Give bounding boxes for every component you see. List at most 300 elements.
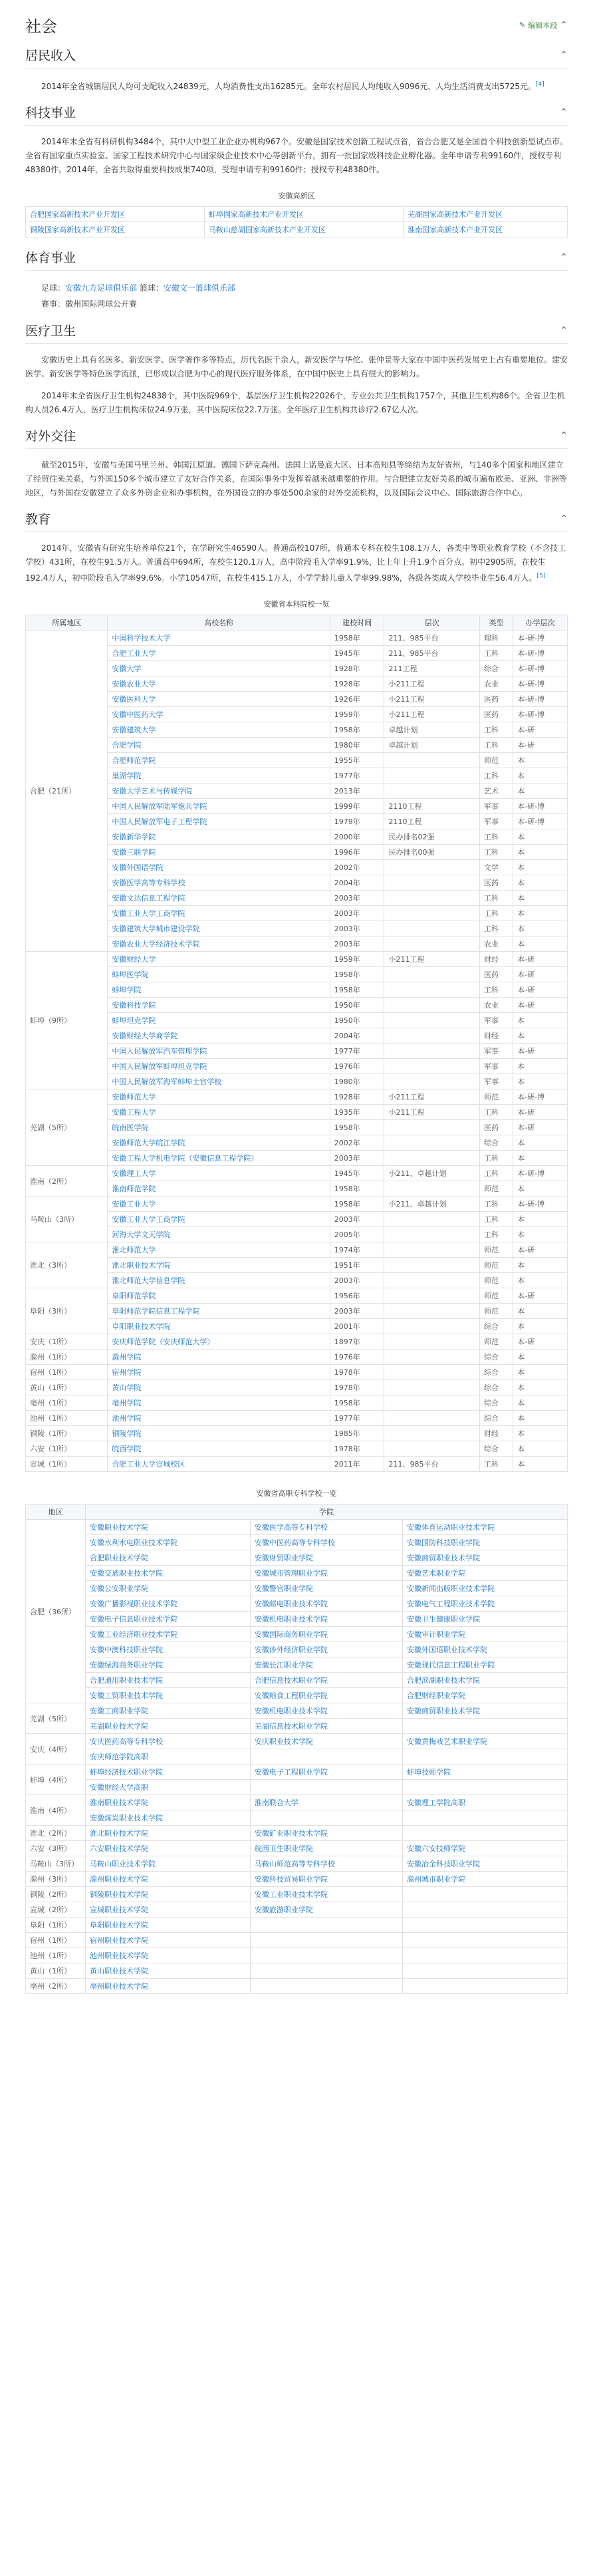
university-link[interactable]: 安徽理工大学 [108, 1166, 330, 1181]
degree-cell: 本 [513, 1350, 568, 1365]
college-link[interactable]: 淮南联合大学 [250, 1795, 402, 1810]
column-header: 类型 [479, 615, 513, 631]
university-link[interactable]: 安徽科技学院 [108, 998, 330, 1013]
region-cell: 宣城（2所） [26, 1902, 86, 1918]
college-link[interactable]: 合肥财经职业学院 [403, 1688, 568, 1703]
level-cell [384, 1426, 479, 1441]
table-row [26, 1856, 568, 1872]
vocational-table [25, 1483, 568, 1994]
table-row [26, 1734, 568, 1749]
level-cell [384, 967, 479, 982]
degree-cell: 本-研-博 [513, 1197, 568, 1212]
college-link[interactable]: 安徽绿海商务职业学院 [86, 1657, 251, 1673]
degree-cell: 本-研 [513, 1120, 568, 1135]
type-cell: 军事 [479, 799, 513, 814]
table-row [26, 1719, 568, 1734]
zone-link[interactable]: 蚌埠国家高新技术产业开发区 [204, 207, 403, 222]
college-link[interactable]: 芜湖职业技术学院 [86, 1719, 251, 1734]
zone-link[interactable]: 铜陵国家高新技术产业开发区 [26, 222, 205, 237]
column-header: 所属地区 [26, 615, 108, 631]
column-header: 学院 [86, 1504, 568, 1520]
college-link[interactable]: 安徽长江职业学院 [250, 1657, 402, 1673]
college-link[interactable]: 安徽外国语职业技术学院 [403, 1642, 568, 1657]
founded-cell: 2004年 [330, 1028, 384, 1044]
college-link[interactable]: 安徽工业经济职业技术学院 [86, 1627, 251, 1642]
university-link[interactable]: 合肥工业大学 [108, 646, 330, 661]
degree-cell: 本 [513, 875, 568, 891]
founded-cell: 2001年 [330, 1319, 384, 1334]
university-link[interactable]: 安庆师范学院（安庆师范大学） [108, 1334, 330, 1350]
college-link [403, 1810, 568, 1826]
college-link[interactable]: 安徽邮电职业技术学院 [250, 1596, 402, 1612]
level-cell: 小211工程 [384, 1105, 479, 1120]
page-header [25, 13, 568, 37]
university-link[interactable]: 阜阳职业技术学院 [108, 1319, 330, 1334]
degree-cell: 本 [513, 1380, 568, 1395]
university-link[interactable]: 安徽中医药大学 [108, 707, 330, 722]
ref-link[interactable]: [5] [536, 573, 546, 579]
founded-cell: 1974年 [330, 1242, 384, 1258]
university-link[interactable]: 铜陵学院 [108, 1426, 330, 1441]
college-link[interactable]: 阜阳职业技术学院 [86, 1918, 251, 1933]
collapse-icon[interactable]: ⌃ [560, 106, 568, 118]
founded-cell: 1976年 [330, 1350, 384, 1365]
region-cell: 宿州（1所） [26, 1365, 108, 1380]
table-row [26, 1089, 568, 1105]
university-link[interactable]: 宿州学院 [108, 1365, 330, 1380]
university-link[interactable]: 中国人民解放军陆军炮兵学院 [108, 799, 330, 814]
college-link[interactable]: 合肥滨湖职业技术学院 [403, 1673, 568, 1688]
section-title: 教育 [25, 512, 51, 527]
university-link[interactable]: 安徽建筑大学 [108, 722, 330, 738]
column-header: 层次 [384, 615, 479, 631]
college-link[interactable]: 安徽工业职业技术学院 [250, 1887, 402, 1902]
college-link[interactable]: 安徽财贸职业学院 [250, 1550, 402, 1566]
college-link[interactable]: 安徽中澳科技职业学院 [86, 1642, 251, 1657]
table-row [26, 1426, 568, 1441]
degree-cell: 本 [513, 906, 568, 921]
founded-cell: 1945年 [330, 646, 384, 661]
column-header: 高校名称 [108, 615, 330, 631]
zone-link[interactable]: 淮南国家高新技术产业开发区 [404, 222, 568, 237]
table-row [26, 1166, 568, 1181]
founded-cell: 1956年 [330, 1288, 384, 1304]
college-link[interactable]: 安徽电子信息职业技术学院 [86, 1612, 251, 1627]
level-cell [384, 1319, 479, 1334]
college-link[interactable]: 淮南职业技术学院 [86, 1795, 251, 1810]
level-cell: 211、985平台 [384, 1457, 479, 1472]
type-cell: 工科 [479, 1105, 513, 1120]
table-row [26, 1566, 568, 1581]
level-cell: 小211工程 [384, 1089, 479, 1105]
zone-link[interactable]: 马鞍山慈湖国家高新技术产业开发区 [204, 222, 403, 237]
region-cell: 六安（1所） [26, 1441, 108, 1457]
college-link [250, 1918, 402, 1933]
college-link[interactable]: 马鞍山职业技术学院 [86, 1856, 251, 1872]
table-row [26, 952, 568, 967]
university-link[interactable]: 安徽文达信息工程学院 [108, 891, 330, 906]
college-link[interactable]: 安徽职业技术学院 [86, 1520, 251, 1535]
region-cell: 池州（1所） [26, 1948, 86, 1963]
university-link[interactable]: 亳州学院 [108, 1395, 330, 1411]
university-link[interactable]: 池州学院 [108, 1411, 330, 1426]
university-link[interactable]: 皖南医学院 [108, 1120, 330, 1135]
level-cell [384, 891, 479, 906]
table-row [26, 1550, 568, 1566]
founded-cell: 1999年 [330, 799, 384, 814]
university-link[interactable]: 安徽建筑大学城市建设学院 [108, 921, 330, 936]
type-cell: 农业 [479, 936, 513, 952]
table-row [26, 1963, 568, 1979]
college-link [250, 1780, 402, 1795]
university-link[interactable]: 淮南师范学院 [108, 1181, 330, 1197]
degree-cell: 本-研 [513, 722, 568, 738]
level-cell: 小211工程 [384, 952, 479, 967]
degree-cell: 本-研 [513, 998, 568, 1013]
college-link[interactable]: 安徽卫生健康职业学院 [403, 1612, 568, 1627]
degree-cell: 本 [513, 1426, 568, 1441]
college-link[interactable]: 安徽六安技师学院 [403, 1841, 568, 1856]
chevron-up-icon[interactable]: ⌃ [560, 19, 568, 31]
college-link[interactable]: 滁州职业技术学院 [86, 1872, 251, 1887]
college-link[interactable]: 安徽矿业职业技术学院 [250, 1826, 402, 1841]
founded-cell: 1959年 [330, 952, 384, 967]
collapse-icon[interactable]: ⌃ [560, 513, 568, 524]
university-link[interactable]: 安徽新华学院 [108, 829, 330, 845]
founded-cell: 1978年 [330, 1380, 384, 1395]
college-link[interactable]: 铜陵职业技术学院 [86, 1887, 251, 1902]
college-link[interactable]: 安徽电气工程职业技术学院 [403, 1596, 568, 1612]
founded-cell: 1926年 [330, 692, 384, 707]
college-link[interactable]: 皖西卫生职业学院 [250, 1841, 402, 1856]
table-row [26, 1596, 568, 1612]
zone-link[interactable]: 芜湖国家高新技术产业开发区 [404, 207, 568, 222]
college-link[interactable]: 安徽工商职业学院 [86, 1703, 251, 1719]
university-link[interactable]: 巢湖学院 [108, 768, 330, 784]
college-link[interactable]: 安徽黄梅戏艺术职业学院 [403, 1734, 568, 1749]
region-cell: 黄山（1所） [26, 1380, 108, 1395]
founded-cell: 2002年 [330, 860, 384, 875]
section-sports [25, 248, 568, 312]
university-link[interactable]: 安徽外国语学院 [108, 860, 330, 875]
college-link[interactable]: 安徽城市管理职业学院 [250, 1566, 402, 1581]
university-link[interactable]: 安徽医科大学 [108, 692, 330, 707]
region-cell: 马鞍山（3所） [26, 1197, 108, 1242]
type-cell: 综合 [479, 1365, 513, 1380]
region-cell: 蚌埠（4所） [26, 1765, 86, 1795]
type-cell: 艺术 [479, 784, 513, 799]
table-row [26, 1810, 568, 1826]
table-row [26, 1457, 568, 1472]
college-link[interactable]: 安徽国防科技职业学院 [403, 1535, 568, 1550]
level-cell [384, 1380, 479, 1395]
university-link[interactable]: 安徽工程大学 [108, 1105, 330, 1120]
degree-cell: 本 [513, 845, 568, 860]
university-link[interactable]: 安徽大学艺术与传媒学院 [108, 784, 330, 799]
degree-cell: 本-研-博 [513, 646, 568, 661]
founded-cell: 1958年 [330, 1395, 384, 1411]
level-cell [384, 784, 479, 799]
university-link[interactable]: 中国人民解放军汽车管理学院 [108, 1044, 330, 1059]
college-link[interactable]: 安徽科技贸易职业学院 [250, 1872, 402, 1887]
level-cell: 211工程 [384, 661, 479, 676]
college-link[interactable]: 芜湖信息技术职业学院 [250, 1719, 402, 1734]
college-link [403, 1826, 568, 1841]
table-row [26, 1979, 568, 1994]
level-cell: 民办排名02强 [384, 829, 479, 845]
college-link[interactable]: 安徽体育运动职业技术学院 [403, 1520, 568, 1535]
founded-cell: 1996年 [330, 845, 384, 860]
degree-cell: 本 [513, 891, 568, 906]
college-link[interactable]: 安徽交通职业技术学院 [86, 1566, 251, 1581]
university-link[interactable]: 安徽三联学院 [108, 845, 330, 860]
region-cell: 芜湖（5所） [26, 1703, 86, 1734]
college-link[interactable]: 安徽机电职业技术学院 [250, 1703, 402, 1719]
degree-cell: 本 [513, 1135, 568, 1151]
section-foreign [25, 426, 568, 500]
college-link[interactable]: 安徽水利水电职业技术学院 [86, 1535, 251, 1550]
degree-cell: 本-研 [513, 982, 568, 998]
region-cell: 阜阳（3所） [26, 1288, 108, 1334]
university-link[interactable]: 中国人民解放军海军蚌埠士官学校 [108, 1074, 330, 1089]
college-link[interactable]: 安徽警官职业学院 [250, 1581, 402, 1596]
type-cell: 工科 [479, 1457, 513, 1472]
college-link[interactable]: 安庆职业技术学院 [250, 1734, 402, 1749]
collapse-icon[interactable]: ⌃ [560, 325, 568, 336]
founded-cell: 1950年 [330, 998, 384, 1013]
type-cell: 师范 [479, 1258, 513, 1273]
college-link[interactable]: 亳州职业技术学院 [86, 1979, 251, 1994]
founded-cell: 1958年 [330, 631, 384, 646]
type-cell: 综合 [479, 1441, 513, 1457]
collapse-icon[interactable]: ⌃ [560, 49, 568, 61]
university-link[interactable]: 滁州学院 [108, 1350, 330, 1365]
college-link[interactable]: 滁州城市职业学院 [403, 1872, 568, 1887]
sci-text: 2014年末全省有科研机构3484个，其中大中型工业企业办机构967个。安徽是国家技术创新工程试点省，省合合肥又是全国首个科技创新型试点市。全省有国家重点实验室、国家工程技术研究中心与国家级企业技术中心等创新平台，拥有一批国家级科技企业孵化器。全年申请专利99160件，授权专利48380件。2014年，全省共取得重要科技成果740项，受理申请专利99160件；授权专利48380件。 [25, 137, 568, 174]
degree-cell: 本 [513, 1457, 568, 1472]
level-cell: 民办排名00强 [384, 845, 479, 860]
college-link[interactable]: 池州职业技术学院 [86, 1948, 251, 1963]
college-link[interactable]: 安徽旅游职业学院 [250, 1902, 402, 1918]
college-link[interactable]: 六安职业技术学院 [86, 1841, 251, 1856]
university-link[interactable]: 中国人民解放军蚌埠坦克学院 [108, 1059, 330, 1074]
university-link[interactable]: 合肥学院 [108, 738, 330, 753]
level-cell [384, 1028, 479, 1044]
university-link[interactable]: 阜阳师范学院信息工程学院 [108, 1304, 330, 1319]
university-link[interactable]: 蚌埠坦克学院 [108, 1013, 330, 1028]
level-cell [384, 1181, 479, 1197]
university-link[interactable]: 合肥工业大学宣城校区 [108, 1457, 330, 1472]
college-link[interactable]: 安徽广播影视职业技术学院 [86, 1596, 251, 1612]
football-club-link[interactable]: 安徽九方足球俱乐部 [65, 283, 138, 293]
founded-cell: 1958年 [330, 982, 384, 998]
college-link[interactable]: 安徽艺术职业学院 [403, 1566, 568, 1581]
college-link[interactable]: 黄山职业技术学院 [86, 1963, 251, 1979]
college-link [403, 1979, 568, 1994]
university-link[interactable]: 皖西学院 [108, 1441, 330, 1457]
type-cell: 师范 [479, 1089, 513, 1105]
college-link[interactable]: 安庆医药高等专科学校 [86, 1734, 251, 1749]
college-link[interactable]: 蚌埠经济技术职业学院 [86, 1765, 251, 1780]
level-cell [384, 1350, 479, 1365]
university-link[interactable]: 合肥师范学院 [108, 753, 330, 768]
table-row [26, 1242, 568, 1258]
college-link[interactable]: 安徽国际商务职业学院 [250, 1627, 402, 1642]
college-link[interactable]: 安徽机电职业技术学院 [250, 1612, 402, 1627]
degree-cell: 本 [513, 936, 568, 952]
section-title: 对外交往 [25, 429, 76, 444]
edit-button[interactable] [519, 20, 568, 31]
level-cell [384, 768, 479, 784]
college-link[interactable]: 安徽电子工程职业学院 [250, 1765, 402, 1780]
founded-cell: 2005年 [330, 1227, 384, 1242]
basketball-club-link[interactable]: 安徽文一篮球俱乐部 [163, 283, 235, 293]
level-cell [384, 1059, 479, 1074]
college-link[interactable]: 安徽新闻出版职业技术学院 [403, 1581, 568, 1596]
type-cell: 工科 [479, 1166, 513, 1181]
level-cell [384, 998, 479, 1013]
college-link[interactable]: 安徽粮食工程职业学院 [250, 1688, 402, 1703]
university-link[interactable]: 安徽工程大学机电学院（安徽信息工程学院） [108, 1151, 330, 1166]
degree-cell: 本-研 [513, 1334, 568, 1350]
college-link[interactable]: 安徽工贸职业技术学院 [86, 1688, 251, 1703]
college-link[interactable]: 安徽财经大学高职 [86, 1780, 251, 1795]
university-link[interactable]: 安徽财经大学商学院 [108, 1028, 330, 1044]
college-link[interactable]: 宿州职业技术学院 [86, 1933, 251, 1948]
college-link[interactable]: 安徽医学高等专科学校 [250, 1520, 402, 1535]
level-cell [384, 1135, 479, 1151]
university-link[interactable]: 安徽工业大学 [108, 1197, 330, 1212]
university-link[interactable]: 安徽财经大学 [108, 952, 330, 967]
university-link[interactable]: 阜阳师范学院 [108, 1288, 330, 1304]
type-cell: 工科 [479, 845, 513, 860]
type-cell: 医药 [479, 1120, 513, 1135]
zone-link[interactable]: 合肥国家高新技术产业开发区 [26, 207, 205, 222]
college-link [250, 1963, 402, 1979]
level-cell [384, 1242, 479, 1258]
university-link[interactable]: 淮北师范大学信息学院 [108, 1273, 330, 1288]
region-cell: 蚌埠（9所） [26, 952, 108, 1089]
region-cell: 安庆（1所） [26, 1334, 108, 1350]
degree-cell: 本-研 [513, 967, 568, 982]
degree-cell: 本 [513, 753, 568, 768]
university-link[interactable]: 河海大学文天学院 [108, 1227, 330, 1242]
college-link[interactable]: 合肥信息技术职业学院 [250, 1673, 402, 1688]
university-link[interactable]: 淮北师范大学 [108, 1242, 330, 1258]
type-cell: 师范 [479, 1273, 513, 1288]
college-link[interactable]: 淮北职业技术学院 [86, 1826, 251, 1841]
level-cell: 卓越计划 [384, 722, 479, 738]
collapse-icon[interactable]: ⌃ [560, 251, 568, 263]
type-cell: 工科 [479, 921, 513, 936]
university-link[interactable]: 安徽师范大学 [108, 1089, 330, 1105]
collapse-icon[interactable]: ⌃ [560, 430, 568, 441]
founded-cell: 1945年 [330, 1166, 384, 1181]
college-link[interactable]: 安徽公安职业学院 [86, 1581, 251, 1596]
foreign-text: 截至2015年，安徽与美国马里兰州、韩国江原道、德国下萨克森州、法国上诺曼底大区、日本高知县等缔结为友好省州，与140多个国家和地区建立了经贸往来关系，与外国150多个城市建立了友好合作关系，在国际事务中发挥着越来越重要的作用。与合肥建立友好关系的城市遍布欧美、亚洲、非洲等地区，与外国在安徽建立了众多外资企业和办事机构，在外国设立的办事处500余家的对外交流机构，以及国际会议中心、国际旅游合作中心。 [25, 460, 567, 498]
page-title: 社会 [25, 17, 57, 36]
college-link[interactable]: 安徽审计职业学院 [403, 1627, 568, 1642]
section-sci [25, 103, 568, 237]
college-link[interactable]: 安庆师范学院高职 [86, 1749, 251, 1765]
degree-cell: 本-研 [513, 1105, 568, 1120]
university-link[interactable]: 蚌埠医学院 [108, 967, 330, 982]
college-link[interactable]: 马鞍山师范高等专科学校 [250, 1856, 402, 1872]
university-link[interactable]: 黄山学院 [108, 1380, 330, 1395]
college-link[interactable]: 合肥职业技术学院 [86, 1550, 251, 1566]
college-link[interactable]: 安徽涉外经济职业学院 [250, 1642, 402, 1657]
degree-cell: 本-研-博 [513, 814, 568, 829]
table-row [26, 1581, 568, 1596]
region-cell: 淮南（4所） [26, 1795, 86, 1826]
college-link[interactable]: 安徽现代信息工程职业学院 [403, 1657, 568, 1673]
founded-cell: 1958年 [330, 1181, 384, 1197]
level-cell [384, 1395, 479, 1411]
college-link [250, 1749, 402, 1765]
ref-link[interactable]: [4] [535, 81, 544, 88]
university-link[interactable]: 中国人民解放军电子工程学院 [108, 814, 330, 829]
column-header: 办学层次 [513, 615, 568, 631]
university-link[interactable]: 安徽医学高等专科学校 [108, 875, 330, 891]
university-link[interactable]: 安徽工业大学工商学院 [108, 906, 330, 921]
university-link[interactable]: 安徽工业大学工商学院 [108, 1212, 330, 1227]
level-cell [384, 1288, 479, 1304]
university-link[interactable]: 淮北职业技术学院 [108, 1258, 330, 1273]
university-link[interactable]: 安徽农业大学 [108, 676, 330, 692]
section-title: 医疗卫生 [25, 324, 76, 339]
type-cell: 师范 [479, 1288, 513, 1304]
university-link[interactable]: 安徽农业大学经济技术学院 [108, 936, 330, 952]
college-link[interactable]: 安徽商贸职业技术学院 [403, 1550, 568, 1566]
college-link[interactable]: 安徽商贸职业技术学院 [403, 1703, 568, 1719]
region-cell: 宿州（1所） [26, 1933, 86, 1948]
level-cell [384, 1365, 479, 1380]
section-title: 体育事业 [25, 251, 76, 265]
table-row [26, 1350, 568, 1365]
founded-cell: 1978年 [330, 1441, 384, 1457]
university-link[interactable]: 蚌埠学院 [108, 982, 330, 998]
level-cell: 小211工程 [384, 692, 479, 707]
college-link[interactable]: 蚌埠技师学院 [403, 1765, 568, 1780]
college-link[interactable]: 宣城职业技术学院 [86, 1902, 251, 1918]
type-cell: 农业 [479, 676, 513, 692]
college-link [403, 1933, 568, 1948]
college-link[interactable]: 合肥通用职业技术学院 [86, 1673, 251, 1688]
type-cell: 师范 [479, 753, 513, 768]
level-cell: 小211工程 [384, 707, 479, 722]
university-link[interactable]: 安徽师范大学皖江学院 [108, 1135, 330, 1151]
college-link[interactable]: 安徽理工学院高职 [403, 1795, 568, 1810]
university-link[interactable]: 安徽大学 [108, 661, 330, 676]
level-cell [384, 1212, 479, 1227]
level-cell [384, 982, 479, 998]
level-cell [384, 1273, 479, 1288]
founded-cell: 1980年 [330, 1074, 384, 1089]
level-cell [384, 1411, 479, 1426]
college-link[interactable]: 安徽煤炭职业技术学院 [86, 1810, 251, 1826]
section-income [25, 46, 568, 94]
degree-cell: 本 [513, 1304, 568, 1319]
founded-cell: 2003年 [330, 906, 384, 921]
university-link[interactable]: 中国科学技术大学 [108, 631, 330, 646]
type-cell: 医药 [479, 875, 513, 891]
college-link[interactable]: 安徽冶金科技职业学院 [403, 1856, 568, 1872]
health-text-1: 安徽历史上具有名医多、新安医学、医学著作多等特点，历代名医千余人，新安医学与华佗、张仲景等大家在中国中医药发展史上占有重要地位。建安医学、新安医学等特色医学流派，已形成以合肥为中心的现代医疗服务体系，在中国中医史上具有很大的影响力。 [25, 355, 568, 378]
type-cell: 师范 [479, 1334, 513, 1350]
college-link[interactable]: 安徽中医药高等专科学校 [250, 1535, 402, 1550]
degree-cell: 本 [513, 860, 568, 875]
type-cell: 综合 [479, 661, 513, 676]
